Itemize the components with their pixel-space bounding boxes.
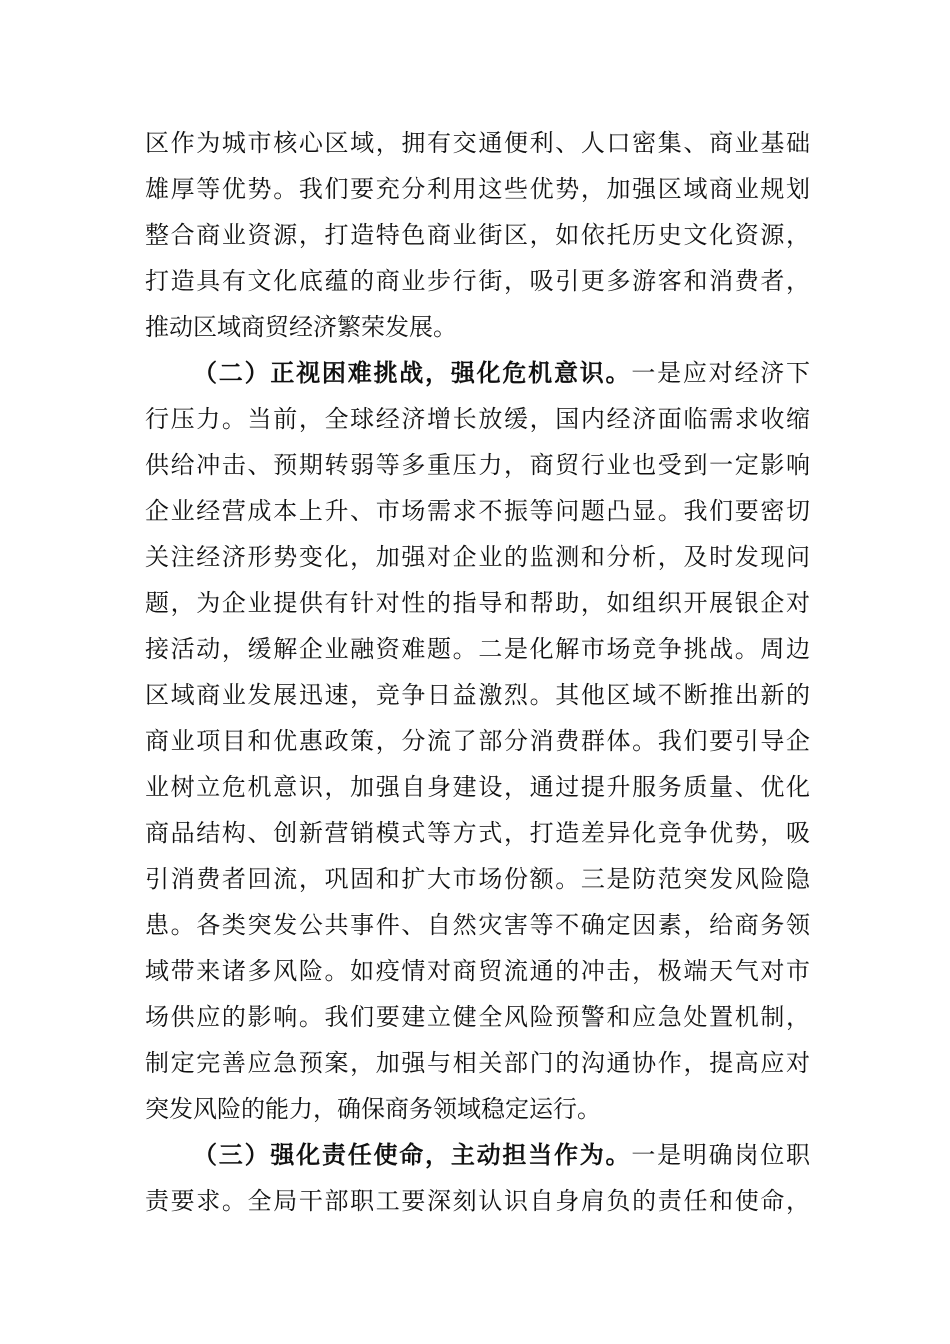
text-line: 雄厚等优势。我们要充分利用这些优势，加强区域商业规划	[145, 175, 810, 203]
document-body	[145, 120, 810, 1224]
text-line: 行压力。当前，全球经济增长放缓，国内经济面临需求收缩	[145, 405, 810, 433]
paragraph-2	[145, 350, 810, 1132]
text-line: 区域商业发展迅速，竞争日益激烈。其他区域不断推出新的	[145, 681, 810, 709]
text-line: 域带来诸多风险。如疫情对商贸流通的冲击，极端天气对市	[145, 957, 810, 985]
text-line: 业树立危机意识，加强自身建设，通过提升服务质量、优化	[145, 773, 810, 801]
text-line: 整合商业资源，打造特色商业街区，如依托历史文化资源，	[145, 221, 810, 249]
text-line: 供给冲击、预期转弱等多重压力，商贸行业也受到一定影响	[145, 451, 810, 479]
text-line: 场供应的影响。我们要建立健全风险预警和应急处置机制，	[145, 1003, 810, 1031]
text-line: 商业项目和优惠政策，分流了部分消费群体。我们要引导企	[145, 727, 810, 755]
text-line: 关注经济形势变化，加强对企业的监测和分析，及时发现问	[145, 543, 810, 571]
text-line: 接活动，缓解企业融资难题。二是化解市场竞争挑战。周边	[145, 635, 810, 663]
section-heading-3: （三）强化责任使命，主动担当作为。	[193, 1140, 632, 1169]
text-line: 推动区域商贸经济繁荣发展。	[145, 313, 457, 341]
paragraph-3	[145, 1132, 810, 1224]
section-heading-2: （二）正视困难挑战，强化危机意识。	[193, 358, 632, 387]
text-line: 区作为城市核心区域，拥有交通便利、人口密集、商业基础	[145, 129, 810, 157]
text-line: 商品结构、创新营销模式等方式，打造差异化竞争优势，吸	[145, 819, 810, 847]
text-line	[145, 350, 810, 396]
text-line: 患。各类突发公共事件、自然灾害等不确定因素，给商务领	[145, 911, 810, 939]
text-line	[145, 1132, 810, 1178]
text-line: 企业经营成本上升、市场需求不振等问题凸显。我们要密切	[145, 497, 810, 525]
text-line: 题，为企业提供有针对性的指导和帮助，如组织开展银企对	[145, 589, 810, 617]
heading-line-rest: 一是明确岗位职	[631, 1141, 811, 1169]
heading-line-rest: 一是应对经济下	[631, 359, 811, 387]
text-line: 制定完善应急预案，加强与相关部门的沟通协作，提高应对	[145, 1049, 810, 1077]
text-line: 引消费者回流，巩固和扩大市场份额。三是防范突发风险隐	[145, 865, 810, 893]
text-line: 责要求。全局干部职工要深刻认识自身肩负的责任和使命，	[145, 1187, 810, 1215]
paragraph-1	[145, 120, 810, 350]
text-line: 打造具有文化底蕴的商业步行街，吸引更多游客和消费者，	[145, 267, 810, 295]
text-line: 突发风险的能力，确保商务领域稳定运行。	[145, 1095, 601, 1123]
